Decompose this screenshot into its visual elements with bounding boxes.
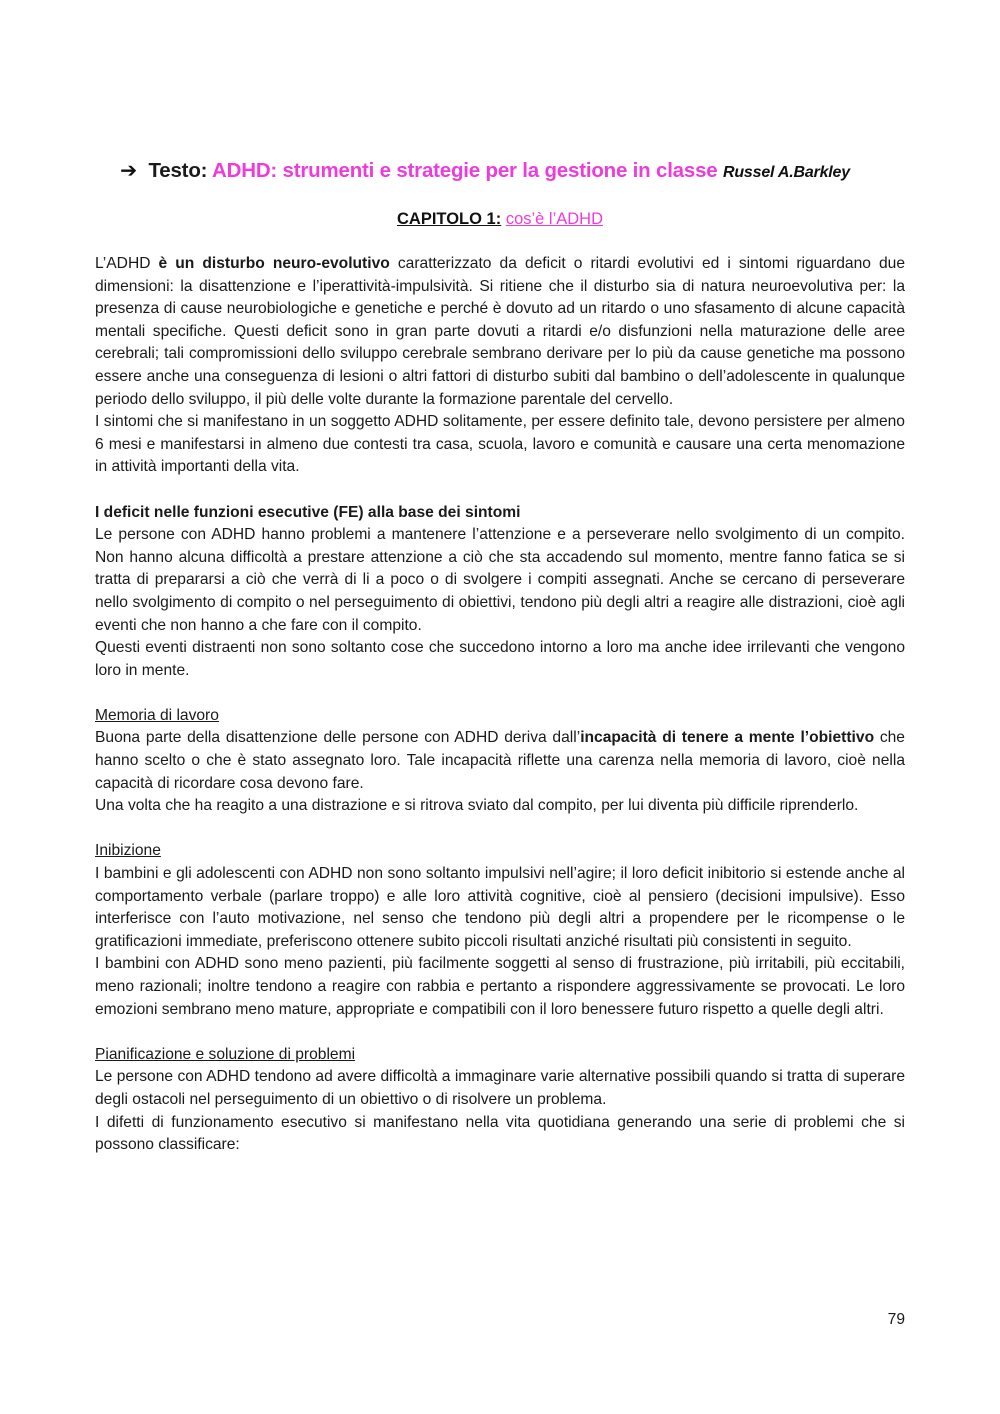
section-memoria-paragraph-2: Una volta che ha reagito a una distrazione e si ritrova sviato dal compito, per lui diventa più difficile riprenderlo.	[95, 797, 859, 815]
document-body	[95, 253, 905, 1157]
book-title: ADHD: strumenti e strategie per la gestione in classe	[212, 159, 718, 182]
section-memoria-heading-line	[95, 705, 905, 728]
intro-paragraph-1	[95, 253, 905, 411]
right-arrow-icon: ➔	[120, 159, 137, 182]
intro-p1-start: L’ADHD	[95, 255, 159, 272]
chapter-subtitle: cos’è l’ADHD	[505, 210, 603, 228]
intro-p1-rest: caratterizzato da deficit o ritardi evolutivi ed i sintomi riguardano due dimensioni: la disattenzione e l’iperattività-impulsività. Si ritiene che il disturbo sia di natura neuroevolutiva per: la presenza di cause neurobiologiche e genetiche e perché è dovuto ad un ritardo o uno sfasamento di alcune capacità mentali specifiche. Questi deficit sono in gran parte dovuti a ritardi e/o disfunzioni nella maturazione delle aree cerebrali; tali compromissioni dello sviluppo cerebrale sembrano derivare per lo più da cause genetiche ma possono essere anche una conseguenza di lesioni o altri fattori di disturbo subiti dal bambino o dell’adolescente in qualunque periodo dello sviluppo, il più delle volte durante la formazione parentale del cervello.	[95, 255, 905, 408]
section-inibizione-heading-line	[95, 840, 905, 863]
section-inibizione-paragraph-1: I bambini e gli adolescenti con ADHD non sono soltanto impulsivi nell’agire; il loro deficit inibitorio si estende anche al comportamento verbale (parlare troppo) e alle loro attività cognitive, cioè al pensiero (decisioni impulsive). Esso interferisce con l’auto motivazione, nel senso che tendono più degli altri a propendere per le ricompense o le gratificazioni immediate, preferiscono ottenere subito piccoli risultati anziché risultati più consistenti in seguito.	[95, 865, 905, 950]
section-pianificazione-heading: Pianificazione e soluzione di problemi	[95, 1045, 356, 1063]
section-fe-heading: I deficit nelle funzioni esecutive (FE) alla base dei sintomi	[95, 503, 521, 521]
book-author: Russel A.Barkley	[723, 164, 850, 181]
section-pianificazione-paragraph-2: I difetti di funzionamento esecutivo si manifestano nella vita quotidiana generando una serie di problemi che si possono classificare:	[95, 1113, 905, 1154]
section-memoria-heading: Memoria di lavoro	[95, 706, 219, 724]
intro-p1-bold: è un disturbo neuro-evolutivo	[158, 255, 390, 272]
section-inibizione-paragraph-2: I bambini con ADHD sono meno pazienti, più facilmente soggetti al senso di frustrazione, più irritabili, più eccitabili, meno razionali; inoltre tendono a reagire con rabbia e pertanto a rispondere aggressivamente se provocati. Le loro emozioni sembrano meno mature, appropriate e compatibili con il loro benessere futuro rispetto a quelle degli altri.	[95, 955, 905, 1018]
memoria-p1-start: Buona parte della disattenzione delle persone con ADHD deriva dall’	[95, 729, 581, 747]
chapter-heading	[0, 210, 1000, 229]
section-pianificazione-heading-line	[95, 1044, 905, 1067]
memoria-p1-bold: incapacità di tenere a mente l’obiettivo	[580, 729, 875, 747]
section-fe-paragraph-1: Le persone con ADHD hanno problemi a mantenere l’attenzione e a perseverare nello svolgimento di un compito. Non hanno alcuna difficoltà a prestare attenzione a ciò che sta accadendo sul momento, mentre fanno fatica se si tratta di prepararsi a ciò che verrà di li a poco o di svolgere i compiti assegnati. Anche se cercano di perseverare nello svolgimento di compito o nel perseguimento di obiettivi, tendono più degli altri a reagire alle distrazioni, cioè agli eventi che non hanno a che fare con il compito.	[95, 526, 905, 634]
intro-paragraph-2: I sintomi che si manifestano in un soggetto ADHD solitamente, per essere definito tale, devono persistere per almeno 6 mesi e manifestarsi in almeno due contesti tra casa, scuola, lavoro e comunità e causare una certa menomazione in attività importanti della vita.	[95, 413, 905, 476]
paragraph-gap	[95, 1021, 905, 1044]
paragraph-gap	[95, 479, 905, 502]
section-pianificazione-paragraph-1: Le persone con ADHD tendono ad avere difficoltà a immaginare varie alternative possibili quando si tratta di superare degli ostacoli nel perseguimento di un obiettivo o di risolvere un problema.	[95, 1068, 905, 1108]
chapter-label: CAPITOLO 1:	[397, 210, 502, 228]
page-number: 79	[887, 1311, 905, 1328]
paragraph-gap	[95, 818, 905, 841]
document-title-line	[120, 158, 850, 183]
section-fe-paragraph-2: Questi eventi distraenti non sono soltanto cose che succedono intorno a loro ma anche idee irrilevanti che vengono loro in mente.	[95, 639, 905, 679]
section-memoria-paragraph-1	[95, 727, 905, 795]
section-inibizione-heading: Inibizione	[95, 842, 161, 860]
paragraph-gap	[95, 682, 905, 705]
title-label: Testo:	[148, 159, 208, 182]
memoria-p1-rest: che hanno scelto o che è stato assegnato loro. Tale incapacità riflette una carenza nella memoria di lavoro, cioè nella capacità di ricordare cosa devono fare.	[95, 729, 905, 792]
